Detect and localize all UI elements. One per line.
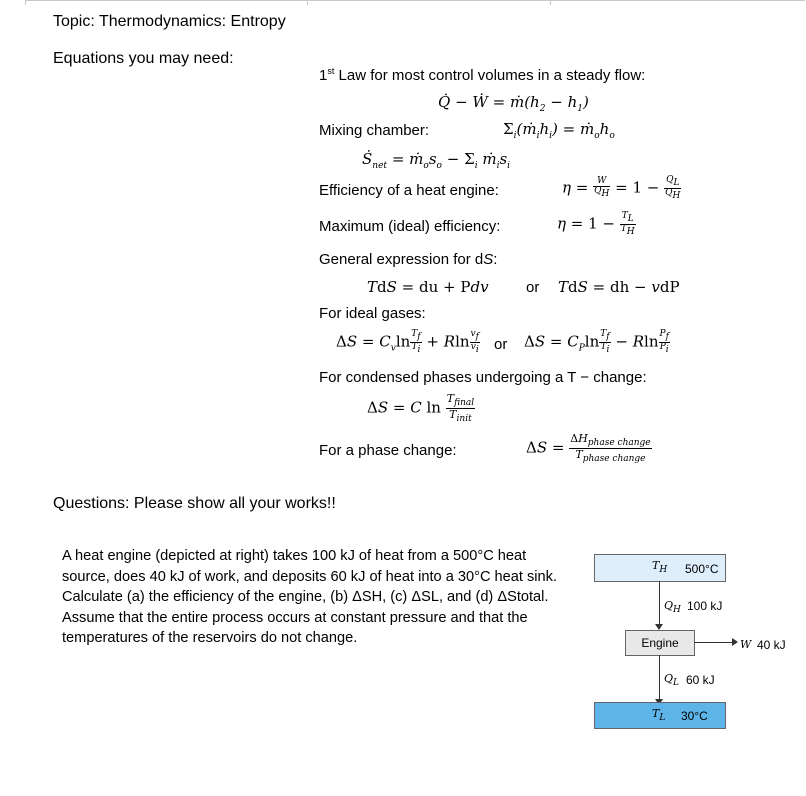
or-text-2: or bbox=[494, 336, 508, 353]
question-paragraph: A heat engine (depicted at right) takes 100 kJ of heat from a 500°C heat source, does 40 kJ of work, and deposits 60 kJ of heat into a 30°C heat sink. Calculate (a) the efficiency of the engine, (b) ΔSH, (c) ΔSL, and (d) ΔStotal. Assume that the entire process occurs at constant pressure and that the temperatures of the reservoirs do not change. bbox=[62, 548, 558, 647]
cold-temp: 30°C bbox=[681, 709, 708, 723]
phase-change-label: For a phase change: bbox=[319, 442, 457, 459]
table-divider bbox=[25, 0, 26, 5]
work-value: 40 kJ bbox=[757, 638, 786, 652]
work-arrow-line bbox=[694, 642, 732, 643]
ideal-gas-equation-2: $\Delta S = C_P\ln$ $\frac{T_f}{T_i}$ − Rln $\frac{P_f}{P_i}$ bbox=[524, 329, 669, 355]
phase-change-equation: ΔS = $\frac{\Delta H_{phase change}}{T_{phase change}}$ bbox=[526, 432, 651, 465]
tds-equation-1: TdS = du + Pdv bbox=[367, 278, 489, 296]
max-efficiency-equation: η = 1 − $\frac{T_L}{T_H}$ bbox=[557, 211, 635, 237]
qh-arrow-line bbox=[659, 581, 660, 624]
work-label: W bbox=[740, 638, 752, 651]
engine-label: Engine bbox=[641, 636, 679, 650]
efficiency-label: Efficiency of a heat engine: bbox=[319, 182, 499, 199]
max-efficiency-label: Maximum (ideal) efficiency: bbox=[319, 218, 501, 235]
th-symbol: $T_H$ bbox=[652, 559, 668, 576]
cold-reservoir bbox=[594, 702, 726, 729]
ql-label: $Q_L$ bbox=[664, 672, 680, 689]
ql-value: 60 kJ bbox=[686, 673, 715, 687]
condensed-phase-label: For condensed phases undergoing a T − change: bbox=[319, 369, 647, 386]
qh-label: $Q_H$ bbox=[664, 599, 681, 616]
hot-reservoir bbox=[594, 554, 726, 582]
tds-equation-2: TdS = dh − vdP bbox=[558, 278, 680, 296]
work-arrow-head bbox=[732, 638, 738, 646]
engine-box bbox=[625, 630, 695, 656]
mixing-label: Mixing chamber: bbox=[319, 122, 430, 139]
or-text: or bbox=[526, 279, 540, 296]
table-divider bbox=[307, 0, 308, 5]
tl-symbol: $T_L$ bbox=[652, 707, 666, 724]
entropy-generation-equation: Ṡ$_{net}$ = $ṁ_os_o - \Sigma_i$ $ṁ_is_i$ bbox=[362, 150, 511, 171]
ideal-gas-label: For ideal gases: bbox=[319, 305, 426, 322]
first-law-label: 1st Law for most control volumes in a steady flow: bbox=[319, 66, 646, 84]
condensed-phase-equation: ΔS = C ln $\frac{T_{final}}{T_{init}}$ bbox=[367, 392, 475, 425]
ql-arrow-line bbox=[659, 655, 660, 699]
mixing-equation: $\Sigma_i(ṁ_ih_i)$ = $ṁ_oh_o$ bbox=[503, 120, 615, 141]
qh-value: 100 kJ bbox=[687, 599, 723, 613]
hot-temp: 500°C bbox=[685, 562, 719, 576]
top-border bbox=[25, 0, 805, 6]
questions-heading: Questions: Please show all your works!! bbox=[53, 495, 336, 512]
general-ds-label: General expression for dS: bbox=[319, 251, 498, 268]
efficiency-equation: η = $\frac{W}{Q_H}$ = 1 − $\frac{Q_L}{Q_H}$ bbox=[562, 175, 681, 201]
table-divider bbox=[550, 0, 551, 5]
equations-heading: Equations you may need: bbox=[53, 50, 234, 67]
first-law-equation: Q̇ − Ẇ = $ṁ(h_2 - h_1)$ bbox=[438, 93, 589, 114]
ideal-gas-equation-1: $\Delta S = C_v\ln$ $\frac{T_f}{T_i}$ + Rln $\frac{v_f}{v_i}$ bbox=[336, 329, 479, 355]
topic-title: Topic: Thermodynamics: Entropy bbox=[53, 13, 286, 30]
